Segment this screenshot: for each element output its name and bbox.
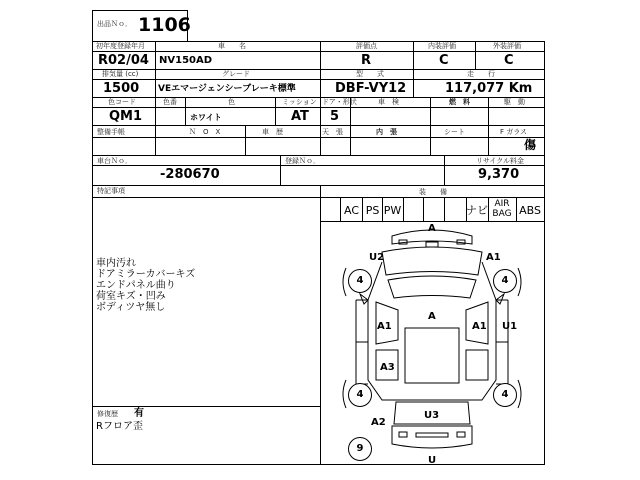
drive-label: 駆 動: [504, 98, 525, 106]
registration-number-label: 登録Ｎｏ．: [285, 157, 320, 165]
mileage-label: 走 行: [467, 70, 495, 78]
service-book-label: 整備手帳: [97, 128, 125, 136]
ceiling-label: 天 張: [322, 128, 343, 136]
vehicle-name-label: 車 名: [218, 42, 246, 50]
damage-rear-left: A2: [371, 417, 386, 428]
tire-front-left: 4: [348, 269, 372, 293]
color-code-label: 色コード: [108, 98, 136, 106]
model-type: DBF-VY12: [335, 81, 407, 96]
grade: VEエマージェンシーブレーキ標準: [158, 84, 296, 94]
remark-line: 車内汚れ: [96, 258, 136, 269]
mileage: 117,077 Km: [445, 81, 533, 96]
color-label: 色: [228, 98, 235, 106]
lot-number: 1106: [138, 14, 191, 36]
recycle-fee: 9,370: [478, 167, 520, 182]
displacement-label: 排気量 (cc): [102, 70, 139, 78]
transmission: AT: [291, 109, 309, 124]
remark-line: 荷室キズ・凹み: [96, 291, 166, 302]
damage-right-side: U1: [502, 321, 518, 332]
remark-line: エンドパネル曲り: [96, 280, 176, 291]
damage-back-door: U3: [424, 410, 440, 421]
interior-grade-label: 内装評価: [428, 42, 456, 50]
score-label: 評価点: [356, 42, 377, 50]
displacement: 1500: [103, 81, 140, 96]
vehicle-history-label: 車 歴: [262, 128, 283, 136]
damage-left-front-door: A1: [377, 321, 392, 332]
interior-grade: C: [439, 53, 449, 68]
doors-label: ドア・形状: [322, 98, 357, 106]
grade-label: グレード: [222, 70, 250, 78]
equipment-abs: ABS: [519, 204, 541, 217]
equipment-airbag: AIR BAG: [492, 199, 512, 219]
color-number-label: 色番: [163, 98, 177, 106]
damage-right-front-door: A1: [472, 321, 487, 332]
seat-label: シート: [444, 128, 465, 136]
equipment-ps: PS: [365, 204, 380, 217]
first-registration-label: 初年度登録年月: [96, 42, 145, 50]
damage-front-left: U2: [369, 252, 385, 263]
exterior-grade: C: [504, 53, 514, 68]
repair-history-label: 修復歴: [97, 410, 118, 418]
interior-trim-label: 内 張: [376, 128, 397, 136]
repair-history: 有: [134, 408, 144, 419]
color: ホワイト: [190, 113, 222, 122]
remark-line: ボディツヤ無し: [96, 302, 166, 313]
doors: 5: [330, 109, 340, 124]
lot-number-label: 出品Ｎｏ．: [97, 20, 132, 28]
damage-left-rear-door: A3: [380, 362, 395, 373]
equipment-navi: ナビ: [466, 204, 488, 217]
equipment-pw: PW: [383, 204, 402, 217]
repair-note: Rフロア歪: [96, 421, 143, 432]
damage-front-bumper: A: [428, 223, 436, 234]
score-value: R: [361, 53, 372, 68]
color-code: QM1: [109, 109, 143, 124]
equipment-ac: AC: [343, 204, 359, 217]
model-type-label: 型 式: [356, 70, 384, 78]
recycle-fee-label: リサイクル料金: [476, 157, 525, 165]
damage-front-right: A1: [486, 252, 501, 263]
chassis-number: -280670: [160, 167, 220, 182]
fuel-label: 燃 料: [449, 98, 470, 106]
chassis-number-label: 車台Ｎｏ．: [97, 157, 132, 165]
tire-rear-right: 4: [493, 383, 517, 407]
transmission-label: ミッション: [282, 98, 317, 106]
nox-label: Ｎ O X: [189, 128, 221, 136]
damage-rear-bumper: U: [428, 455, 437, 466]
tire-rear-left: 4: [348, 383, 372, 407]
damage-roof: A: [428, 311, 436, 322]
remarks-label: 特記事項: [97, 187, 125, 195]
inspection-label: 車 検: [378, 98, 399, 106]
equipment-label: 装 備: [419, 188, 447, 196]
tire-front-right: 4: [493, 269, 517, 293]
exterior-grade-label: 外装評価: [493, 42, 521, 50]
front-glass-label: F ガラス: [500, 128, 528, 136]
remark-line: ドアミラーカバーキズ: [96, 269, 196, 280]
front-glass: 傷: [524, 138, 537, 152]
first-registration: R02/04: [98, 53, 149, 68]
spare-tire: 9: [348, 437, 372, 461]
vehicle-name: NV150AD: [159, 55, 213, 66]
